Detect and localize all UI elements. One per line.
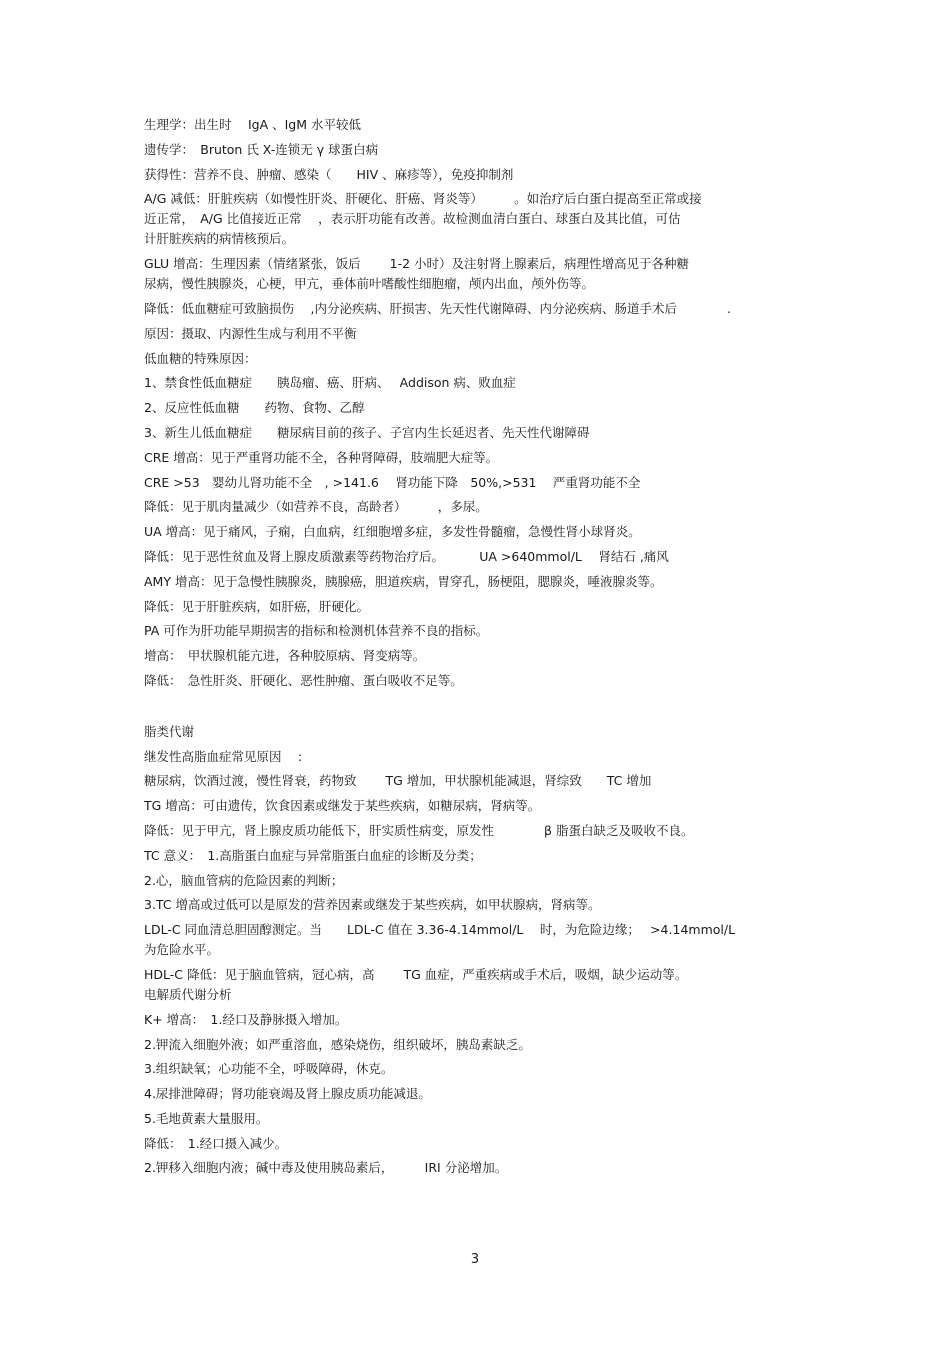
text-line: 4.尿排泄障碍；肾功能衰竭及肾上腺皮质功能减退。 — [144, 1086, 431, 1102]
text-line: A/G 减低：肝脏疾病（如慢性肝炎、肝硬化、肝癌、肾炎等） 。如治疗后白蛋白提高至正常或接 — [144, 191, 702, 207]
text-line: 遗传学： Bruton 氏 X-连锁无 γ 球蛋白病 — [144, 141, 379, 157]
text-line: 获得性：营养不良、肿瘤、感染（ HIV 、麻疹等），免疫抑制剂 — [144, 166, 514, 182]
text-line: HDL-C 降低：见于脑血管病，冠心病，高 TG 血症，严重疾病或手术后，吸烟，缺少运动等。 — [144, 966, 688, 982]
text-line: 低血糖的特殊原因： — [144, 350, 257, 366]
section-heading: 电解质代谢分析 — [144, 986, 232, 1002]
text-line: 近正常， A/G 比值接近正常 ，表示肝功能有改善。故检测血清白蛋白、球蛋白及其比值，可估 — [144, 211, 681, 227]
text-line: 2、反应性低血糖 药物、食物、乙醇 — [144, 400, 365, 416]
text-line: 3、新生儿低血糖症 糖尿病目前的孩子、子宫内生长延迟者、先天性代谢障碍 — [144, 424, 590, 440]
section-gap — [144, 698, 814, 724]
text-line: 降低：低血糖症可致脑损伤 ,内分泌疾病、肝损害、先天性代谢障碍、内分泌疾病、肠道手术后 . — [144, 300, 731, 316]
text-line: K+ 增高： 1.经口及静脉摄入增加。 — [144, 1011, 348, 1027]
text-line: CRE 增高：见于严重肾功能不全，各种肾障碍，肢端肥大症等。 — [144, 449, 499, 465]
text-line: UA 增高：见于痛风，子痫，白血病，红细胞增多症，多发性骨髓瘤，急慢性肾小球肾炎。 — [144, 524, 641, 540]
text-line: 为危险水平。 — [144, 942, 220, 958]
text-line: 尿病，慢性胰腺炎，心梗，甲亢，垂体前叶嗜酸性细胞瘤，颅内出血，颅外伤等。 — [144, 276, 595, 292]
text-line: LDL-C 同血清总胆固醇测定。当 LDL-C 值在 3.36-4.14mmol/L 时，为危险边缘； >4.14mmol/L — [144, 922, 736, 938]
text-line: 原因：摄取、内源性生成与利用不平衡 — [144, 325, 357, 341]
text-line: AMY 增高：见于急慢性胰腺炎，胰腺癌，胆道疾病，胃穿孔，肠梗阻，腮腺炎，唾液腺炎等。 — [144, 573, 663, 589]
text-line: 5.毛地黄素大量服用。 — [144, 1110, 269, 1126]
text-line: 降低：见于肌肉量减少（如营养不良，高龄者） ，多尿。 — [144, 499, 488, 515]
section-heading: 脂类代谢 — [144, 723, 195, 739]
text-line: 继发性高脂血症常见原因 : — [144, 748, 303, 764]
text-line: 3.组织缺氧；心功能不全，呼吸障碍，休克。 — [144, 1061, 394, 1077]
text-line: 1、禁食性低血糖症 胰岛瘤、癌、肝病、 Addison 病、败血症 — [144, 375, 516, 391]
page-content — [144, 117, 814, 1185]
page-number: 3 — [470, 1252, 480, 1267]
text-line: 降低： 急性肝炎、肝硬化、恶性肿瘤、蛋白吸收不足等。 — [144, 672, 463, 688]
text-line: 3.TC 增高或过低可以是原发的营养因素或继发于某些疾病，如甲状腺病，肾病等。 — [144, 897, 601, 913]
text-line: 降低：见于恶性贫血及肾上腺皮质激素等药物治疗后。 UA >640mmol/L 肾结石 ,痛风 — [144, 548, 669, 564]
text-line: 降低：见于肝脏疾病，如肝癌，肝硬化。 — [144, 598, 370, 614]
text-line: 2.心，脑血管病的危险因素的判断； — [144, 872, 344, 888]
text-line: 增高： 甲状腺机能亢进，各种胶原病、肾变病等。 — [144, 648, 426, 664]
text-line: 2.钾移入细胞内液；碱中毒及使用胰岛素后， IRI 分泌增加。 — [144, 1160, 508, 1176]
text-line: 糖尿病，饮酒过渡，慢性肾衰，药物致 TG 增加，甲状腺机能减退，肾综致 TC 增加 — [144, 773, 652, 789]
text-line: CRE >53 婴幼儿肾功能不全 , >141.6 肾功能下降 50%,>531 严重肾功能不全 — [144, 474, 641, 490]
text-line: PA 可作为肝功能早期损害的指标和检测机体营养不良的指标。 — [144, 623, 489, 639]
text-line: 2.钾流入细胞外液；如严重溶血，感染烧伤，组织破坏，胰岛素缺乏。 — [144, 1036, 531, 1052]
text-line: TC 意义： 1.高脂蛋白血症与异常脂蛋白血症的诊断及分类； — [144, 847, 482, 863]
text-line: 生理学：出生时 IgA 、IgM 水平较低 — [144, 117, 361, 132]
text-line: 降低： 1.经口摄入减少。 — [144, 1135, 288, 1151]
text-line: 计肝脏疾病的病情核预后。 — [144, 231, 295, 247]
text-line: GLU 增高：生理因素（情绪紧张，饭后 1-2 小时）及注射肾上腺素后，病理性增高见于各种糖 — [144, 256, 690, 272]
text-line: 降低：见于甲亢，肾上腺皮质功能低下，肝实质性病变，原发性 β 脂蛋白缺乏及吸收不良。 — [144, 822, 694, 838]
text-line: TG 增高：可由遗传，饮食因素或继发于某些疾病，如糖尿病，肾病等。 — [144, 798, 541, 814]
